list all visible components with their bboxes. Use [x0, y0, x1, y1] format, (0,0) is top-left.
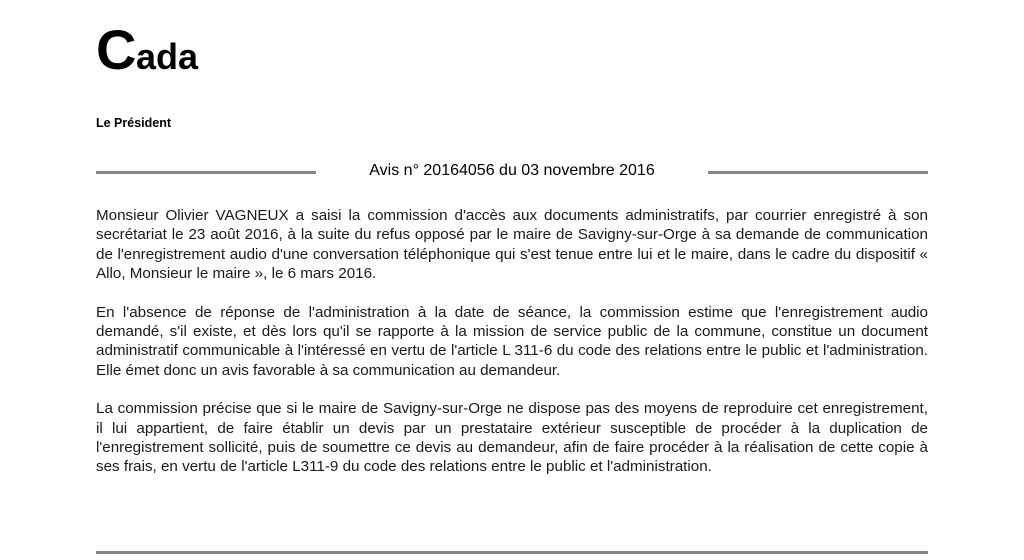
- paragraph: Monsieur Olivier VAGNEUX a saisi la commission d'accès aux documents administratifs, par courrier enregistré à son secrétariat le 23 août 2016, à la suite du refus opposé par le maire de Savigny-sur-Orge à sa demande de communication de l'enregistrement audio d'une conversation téléphonique qui s'est tenue entre lui et le maire, dans le cadre du dispositif « Allo, Monsieur le maire », le 6 mars 2016.: [96, 207, 928, 283]
- paragraph: En l'absence de réponse de l'administration à la date de séance, la commission estime que l'enregistrement audio demandé, s'il existe, et dès lors qu'il se rapporte à la mission de service public de la commune, constitue un document administratif communicable à l'intéressé en vertu de l'article L 311-6 du code des relations entre le public et l'administration. Elle émet donc un avis favorable à sa communication au demandeur.: [96, 303, 928, 379]
- title-band: [96, 160, 928, 186]
- logo-wordmark: ada: [135, 36, 198, 77]
- document-body: [96, 206, 928, 477]
- logo-initial: C: [96, 18, 136, 81]
- cada-logo: [96, 18, 198, 81]
- paragraph: La commission précise que si le maire de Savigny-sur-Orge ne dispose pas des moyens de reproduire cet enregistrement, il lui appartient, de faire établir un devis par un prestataire extérieur susceptible de procéder à la duplication de l'enregistrement sollicité, puis de soumettre ce devis au demandeur, afin de faire procéder à la réalisation de cette copie à ses frais, en vertu de l'article L311-9 du code des relations entre le public et l'administration.: [96, 400, 928, 476]
- letterhead-role: Le Président: [96, 116, 172, 130]
- title-rule-right: [708, 171, 928, 174]
- footer-rule: [96, 551, 928, 554]
- page-title: Avis n° 20164056 du 03 novembre 2016: [369, 162, 655, 179]
